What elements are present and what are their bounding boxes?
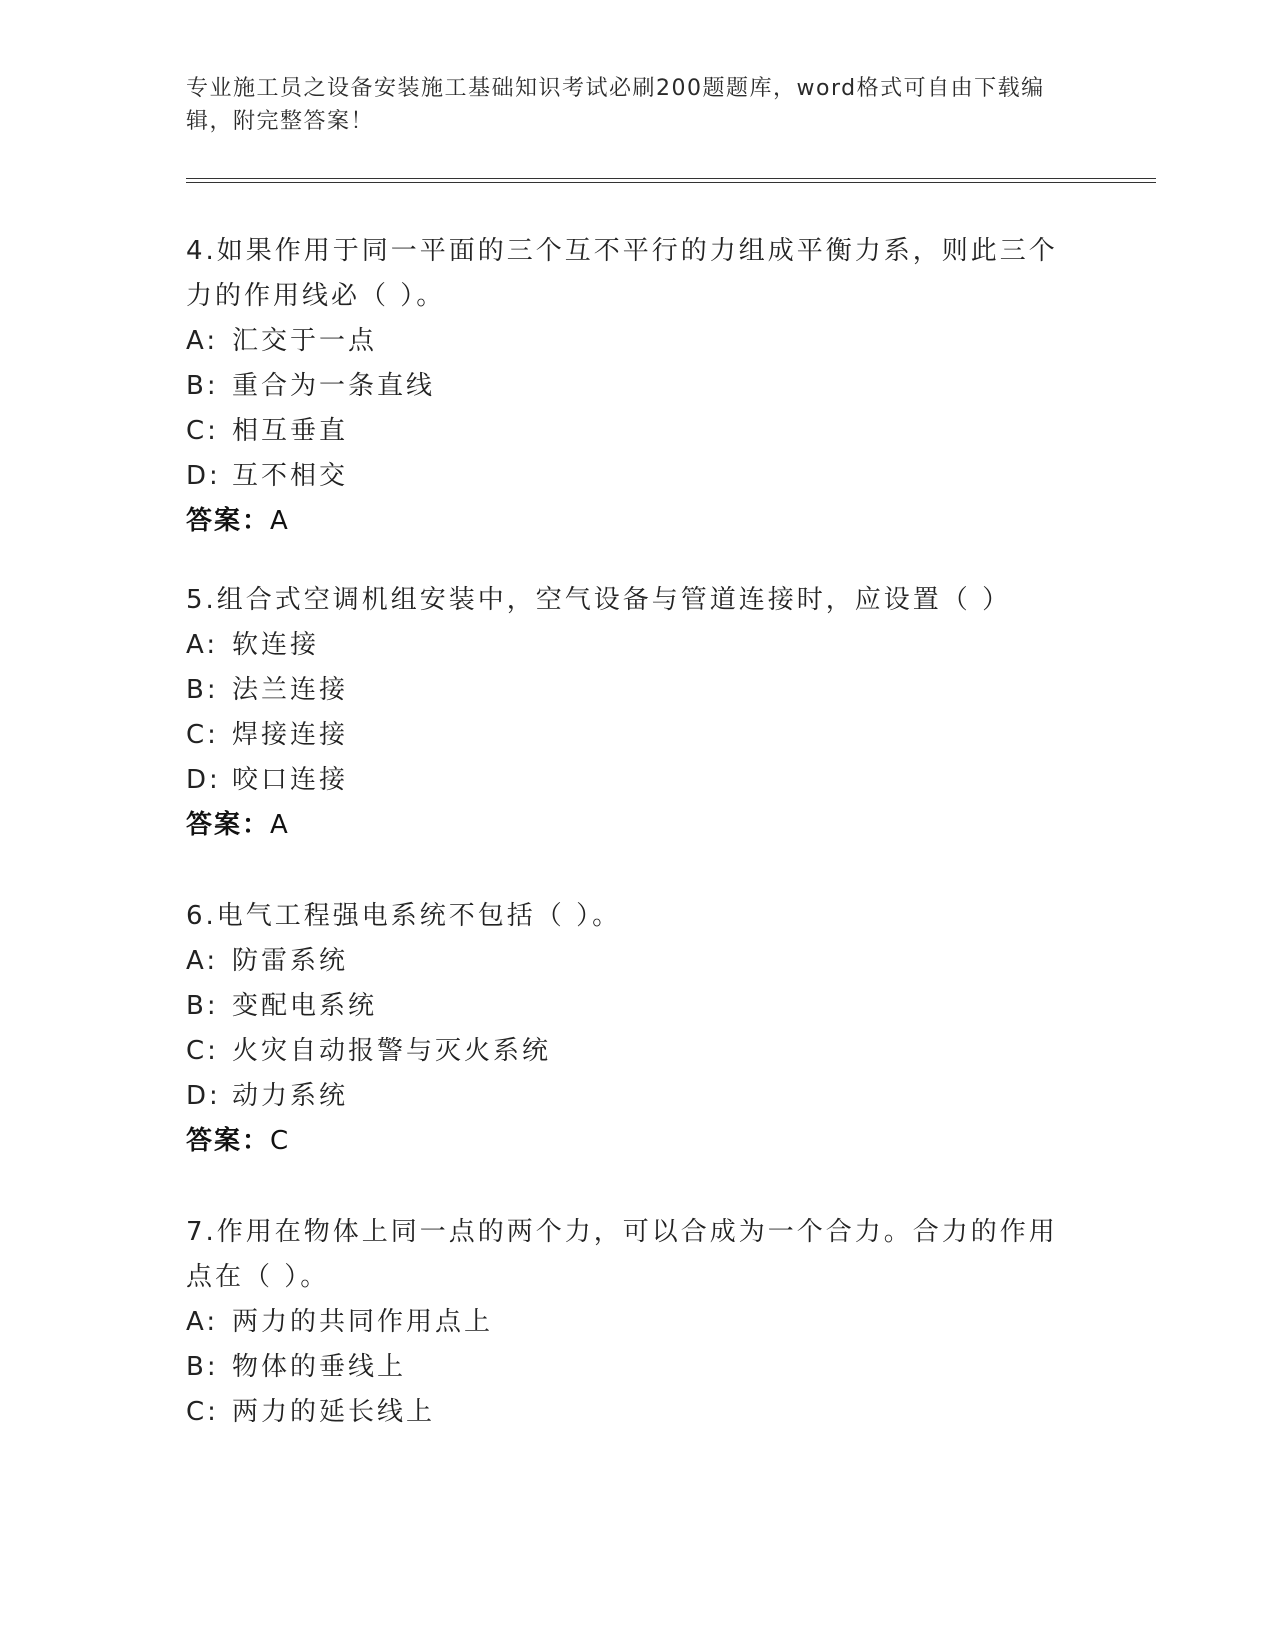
option-c xyxy=(186,409,1066,454)
document-header: 专业施工员之设备安装施工基础知识考试必刷200题题库，word格式可自由下载编辑，附完整答案！ xyxy=(186,76,1045,134)
option-letter: B: xyxy=(186,675,219,705)
question-stem: 5.组合式空调机组安装中，空气设备与管道连接时，应设置（ ） xyxy=(186,585,1012,615)
answer-line xyxy=(186,1119,1066,1164)
option-text: 法兰连接 xyxy=(232,675,349,705)
option-letter: A: xyxy=(186,630,219,660)
header-divider-bottom xyxy=(186,182,1156,183)
answer-line xyxy=(186,803,1066,848)
question-5 xyxy=(186,578,1066,848)
option-d xyxy=(186,758,1066,803)
answer-line xyxy=(186,499,1066,544)
option-a xyxy=(186,623,1066,668)
option-text: 火灾自动报警与灭火系统 xyxy=(232,1036,552,1066)
option-text: 两力的共同作用点上 xyxy=(232,1307,494,1337)
option-a xyxy=(186,319,1066,364)
option-text: 咬口连接 xyxy=(232,765,349,795)
option-a xyxy=(186,939,1066,984)
question-stem: 4.如果作用于同一平面的三个互不平行的力组成平衡力系，则此三个力的作用线必（ ）。 xyxy=(186,236,1058,311)
option-b xyxy=(186,668,1066,713)
header-divider-top xyxy=(186,178,1156,179)
option-text: 变配电系统 xyxy=(232,991,378,1021)
question-stem: 7.作用在物体上同一点的两个力，可以合成为一个合力。合力的作用点在（ ）。 xyxy=(186,1217,1058,1292)
answer-value: A xyxy=(270,506,290,536)
option-text: 相互垂直 xyxy=(232,416,349,446)
option-letter: C: xyxy=(186,1397,219,1427)
option-letter: C: xyxy=(186,416,219,446)
option-c xyxy=(186,1390,1066,1435)
option-b xyxy=(186,364,1066,409)
option-c xyxy=(186,713,1066,758)
option-d xyxy=(186,1074,1066,1119)
option-text: 互不相交 xyxy=(232,461,349,491)
question-7 xyxy=(186,1210,1066,1435)
option-text: 动力系统 xyxy=(232,1081,349,1111)
option-a xyxy=(186,1300,1066,1345)
option-c xyxy=(186,1029,1066,1074)
option-letter: B: xyxy=(186,371,219,401)
option-letter: B: xyxy=(186,1352,219,1382)
option-text: 汇交于一点 xyxy=(232,326,378,356)
option-text: 防雷系统 xyxy=(232,946,349,976)
option-d xyxy=(186,454,1066,499)
answer-label: 答案： xyxy=(186,506,271,536)
answer-label: 答案： xyxy=(186,1126,271,1156)
option-text: 软连接 xyxy=(232,630,320,660)
option-text: 物体的垂线上 xyxy=(232,1352,407,1382)
option-letter: C: xyxy=(186,1036,219,1066)
question-stem: 6.电气工程强电系统不包括（ ）。 xyxy=(186,901,622,931)
option-letter: A: xyxy=(186,326,219,356)
answer-value: C xyxy=(270,1126,291,1156)
option-letter: D: xyxy=(186,765,221,795)
option-letter: A: xyxy=(186,946,219,976)
option-b xyxy=(186,984,1066,1029)
option-letter: A: xyxy=(186,1307,219,1337)
option-text: 两力的延长线上 xyxy=(232,1397,436,1427)
option-letter: C: xyxy=(186,720,219,750)
option-letter: D: xyxy=(186,461,221,491)
option-letter: B: xyxy=(186,991,219,1021)
option-text: 焊接连接 xyxy=(232,720,349,750)
question-6 xyxy=(186,894,1066,1164)
answer-value: A xyxy=(270,810,290,840)
option-b xyxy=(186,1345,1066,1390)
option-letter: D: xyxy=(186,1081,221,1111)
answer-label: 答案： xyxy=(186,810,271,840)
option-text: 重合为一条直线 xyxy=(232,371,436,401)
question-4 xyxy=(186,229,1066,544)
